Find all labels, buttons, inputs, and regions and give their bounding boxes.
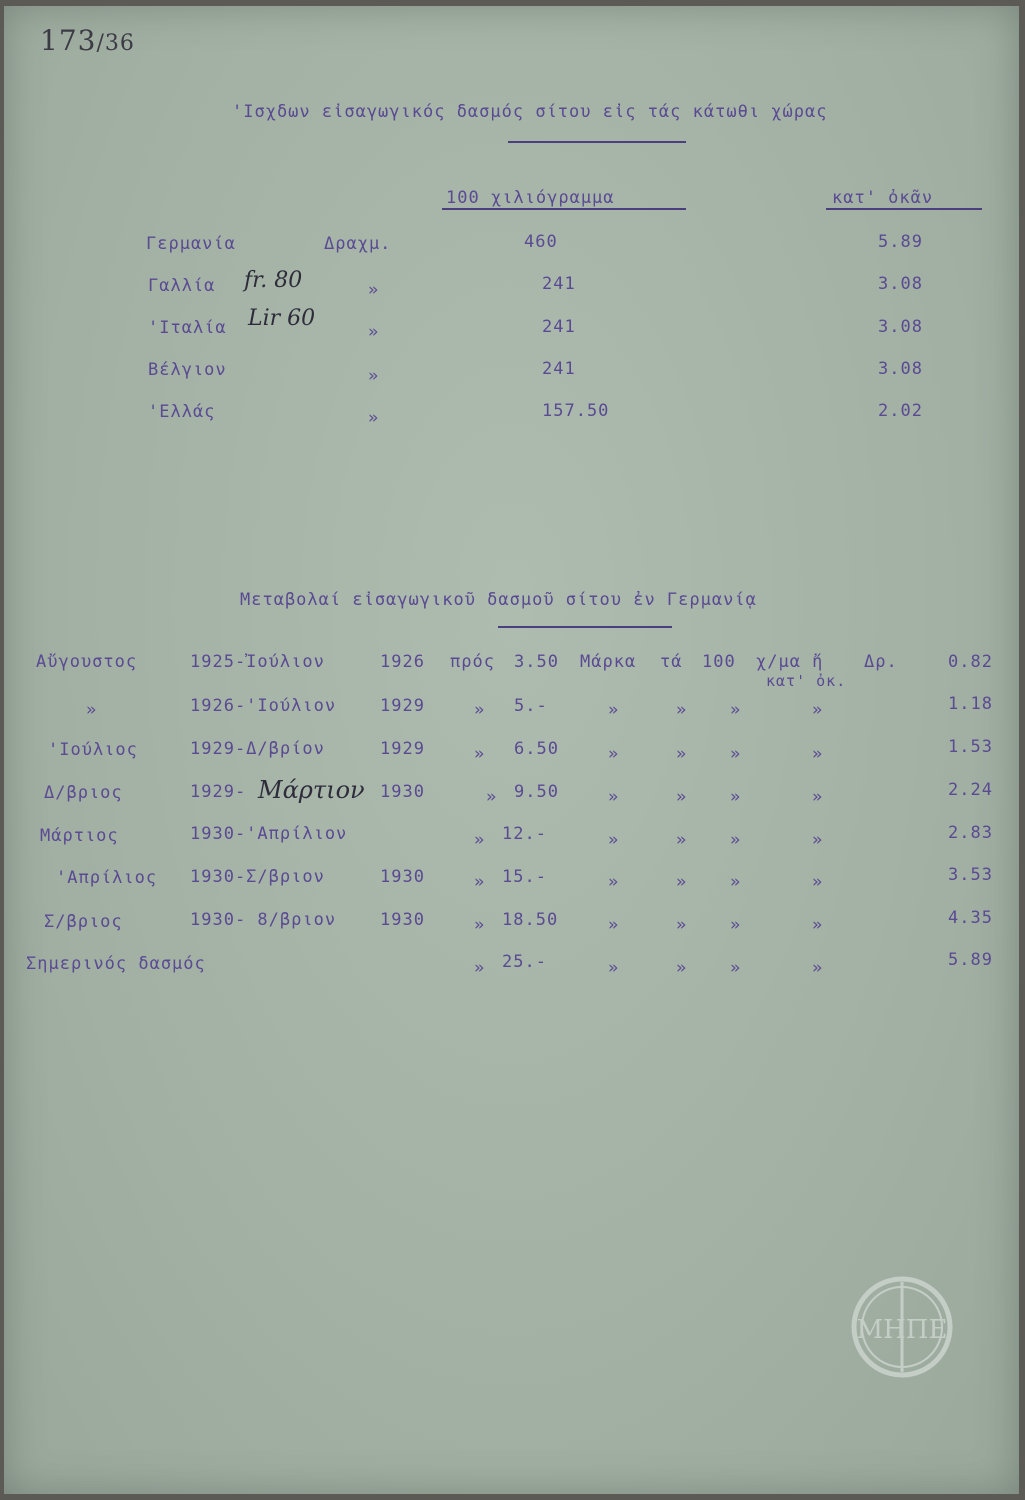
ditto-mark: »: [730, 700, 742, 720]
ditto-mark: »: [474, 744, 486, 764]
archive-seal-icon: [849, 1274, 955, 1380]
col-header-per-oka: κατ' ὀκᾶν: [832, 188, 934, 208]
value-per-100kg: 241: [542, 359, 576, 379]
country-name: Βέλγιον: [148, 360, 227, 380]
rate: 5.-: [514, 696, 548, 716]
value-drachma: 1.18: [948, 694, 993, 714]
ditto-mark: »: [608, 830, 620, 850]
section1-title: 'Ισχδων εἰσαγωγικός δασμός σίτου εἰς τάς κάτωθι χώρας: [232, 102, 828, 122]
ditto-mark: »: [368, 366, 380, 386]
unit-per-oka: κατ' ὀκ.: [766, 672, 847, 690]
ditto-mark: »: [474, 872, 486, 892]
period: 1930- 8/βριον: [190, 910, 337, 930]
value-drachma: 1.53: [948, 737, 993, 757]
rate: 15.-: [502, 867, 547, 887]
country-name: 'Ελλάς: [148, 402, 216, 422]
year: 1930: [380, 867, 425, 887]
ditto-mark: »: [368, 280, 380, 300]
pros-word: πρός: [450, 652, 495, 672]
period: 1929-: [190, 782, 247, 802]
currency-marka: Μάρκα: [580, 652, 637, 672]
from-month: 'Απρίλιος: [56, 868, 158, 888]
current-duty-label: Σημερινός δασμός: [26, 954, 206, 974]
year: 1929: [380, 739, 425, 759]
ditto-mark: »: [474, 830, 486, 850]
handwritten-note: Lir 60: [248, 306, 316, 331]
ditto-mark: »: [676, 744, 688, 764]
section2-title-underline: [498, 626, 672, 628]
ditto-mark: »: [812, 787, 824, 807]
value-per-oka: 3.08: [878, 274, 923, 294]
year: 1930: [380, 782, 425, 802]
ditto-mark: »: [474, 700, 486, 720]
value-drachma: 0.82: [948, 652, 993, 672]
ditto-mark: »: [730, 958, 742, 978]
rate: 25.-: [502, 952, 547, 972]
year: 1930: [380, 910, 425, 930]
ditto-mark: »: [730, 830, 742, 850]
value-per-oka: 2.02: [878, 401, 923, 421]
ditto-mark: »: [608, 700, 620, 720]
year: 1929: [380, 696, 425, 716]
col-header-per-oka-underline: [826, 208, 982, 210]
value-per-100kg: 241: [542, 317, 576, 337]
ditto-mark: »: [474, 958, 486, 978]
unit-per-kg: χ/μα ἤ: [756, 652, 824, 672]
value-drachma: 2.83: [948, 823, 993, 843]
value-per-oka: 5.89: [878, 232, 923, 252]
ditto-mark: »: [608, 872, 620, 892]
ditto-mark: »: [676, 915, 688, 935]
ta-word: τά: [660, 652, 683, 672]
year: 1926: [380, 652, 425, 672]
ditto-mark: »: [486, 787, 498, 807]
ditto-mark: »: [812, 915, 824, 935]
ditto-mark: »: [812, 872, 824, 892]
ditto-mark: »: [812, 958, 824, 978]
period: 1929-Δ/βρίον: [190, 739, 325, 759]
from-month: Σ/βριος: [44, 912, 123, 932]
ditto-mark: »: [676, 872, 688, 892]
ditto-mark: »: [608, 787, 620, 807]
period: 1926-'Ιούλιον: [190, 696, 337, 716]
handwritten-note: fr. 80: [244, 268, 303, 293]
value-drachma: 5.89: [948, 950, 993, 970]
ditto-mark: »: [730, 915, 742, 935]
period: 1930-'Απρίλιον: [190, 824, 348, 844]
ditto-mark: »: [368, 322, 380, 342]
ditto-mark: »: [608, 958, 620, 978]
rate: 3.50: [514, 652, 559, 672]
drachma-label: Δρ.: [864, 652, 898, 672]
from-month: Δ/βριος: [44, 783, 123, 803]
country-name: Γαλλία: [148, 276, 216, 296]
ditto-mark: »: [474, 915, 486, 935]
handwritten-correction: Μάρτιον: [258, 776, 365, 804]
document-sheet: [4, 6, 1019, 1494]
period: 1925-Ἰούλιον: [190, 652, 325, 672]
ditto-mark: »: [676, 958, 688, 978]
ditto-mark: »: [608, 915, 620, 935]
ditto-mark: »: [812, 744, 824, 764]
from-month: 'Ιούλιος: [48, 740, 138, 760]
ditto-mark: »: [676, 830, 688, 850]
rate: 6.50: [514, 739, 559, 759]
ditto-mark: »: [676, 787, 688, 807]
ditto-mark: »: [730, 787, 742, 807]
period: 1930-Σ/βριον: [190, 867, 325, 887]
value-per-100kg: 157.50: [542, 401, 610, 421]
from-month: »: [86, 700, 98, 720]
from-month: Μάρτιος: [40, 826, 119, 846]
archive-number: 173/36: [40, 24, 135, 57]
country-name: Γερμανία: [146, 234, 236, 254]
ditto-mark: »: [608, 744, 620, 764]
ditto-mark: »: [676, 700, 688, 720]
value-per-oka: 3.08: [878, 359, 923, 379]
rate: 12.-: [502, 824, 547, 844]
ditto-mark: »: [812, 830, 824, 850]
value-per-100kg: 241: [542, 274, 576, 294]
value-drachma: 4.35: [948, 908, 993, 928]
rate: 18.50: [502, 910, 559, 930]
value-per-oka: 3.08: [878, 317, 923, 337]
rate: 9.50: [514, 782, 559, 802]
section1-title-underline: [508, 141, 686, 143]
section2-title: Μεταβολαί εἰσαγωγικοῦ δασμοῦ σίτου ἐν Γερμανίᾳ: [240, 590, 757, 610]
seal-text: ΜΗΠΕ: [856, 1315, 948, 1345]
value-per-100kg: 460: [524, 232, 558, 252]
value-drachma: 3.53: [948, 865, 993, 885]
col-header-100kg-underline: [442, 208, 686, 210]
country-name: 'Ιταλία: [148, 318, 227, 338]
from-month: Αὔγουστος: [36, 652, 138, 672]
ditto-mark: »: [812, 700, 824, 720]
currency-unit: Δραχμ.: [324, 234, 392, 254]
hundred: 100: [702, 652, 736, 672]
value-drachma: 2.24: [948, 780, 993, 800]
ditto-mark: »: [368, 408, 380, 428]
col-header-100kg: 100 χιλιόγραμμα: [446, 188, 615, 208]
ditto-mark: »: [730, 744, 742, 764]
ditto-mark: »: [730, 872, 742, 892]
